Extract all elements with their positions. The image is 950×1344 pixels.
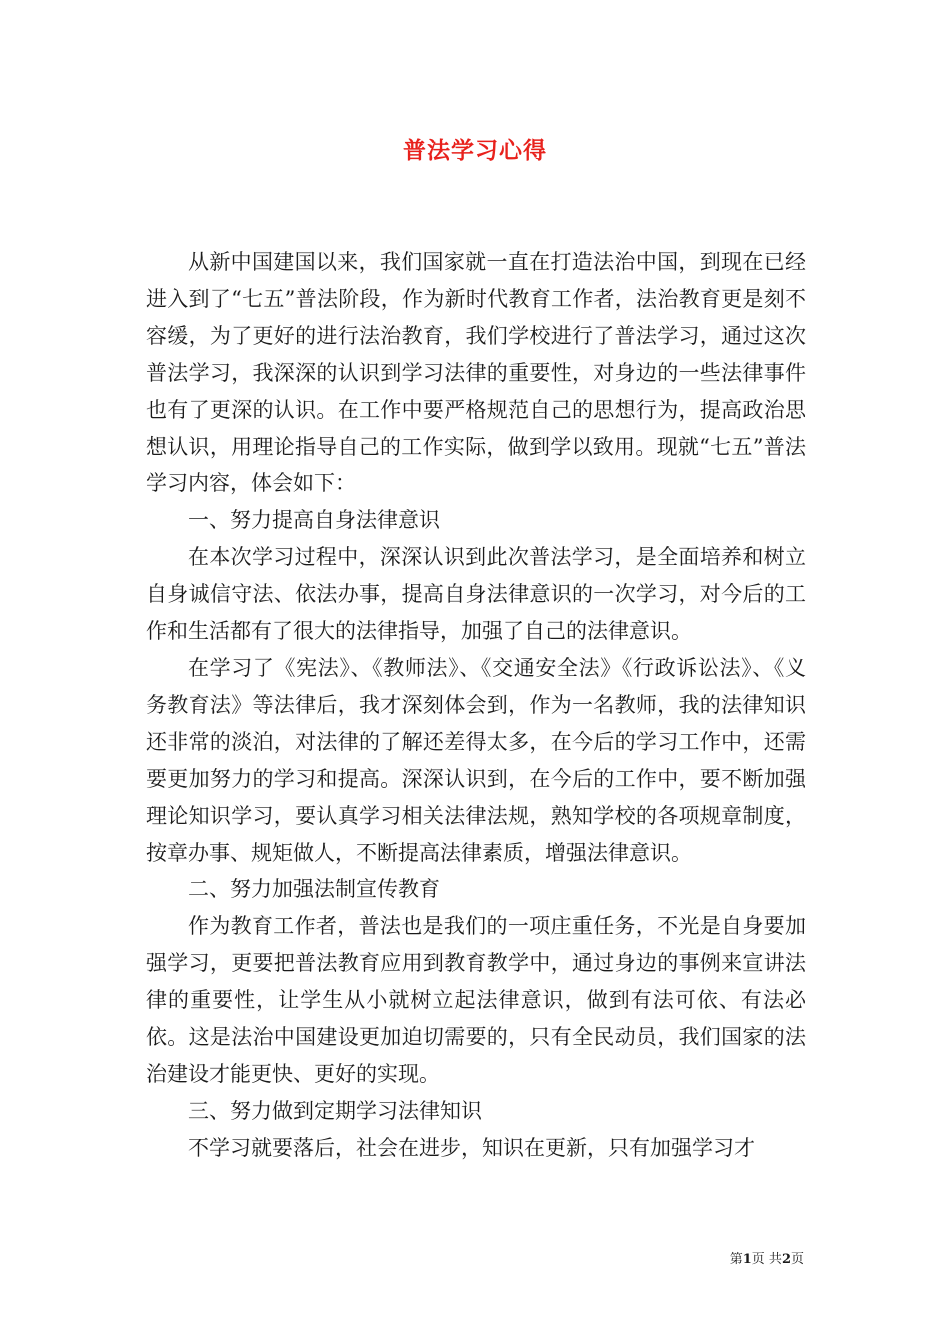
section-heading-1: 一、努力提高自身法律意识 [188,508,440,533]
footer-suffix: 页 [790,1252,804,1267]
paragraph-section-1a: 在本次学习过程中，深深认识到此次普法学习，是全面培养和树立自身诚信守法、依法办事，提高自身法律意识的一次学习，对今后的工作和生活都有了很大的法律指导，加强了自己的法律意识。 [146,545,806,644]
section-heading-2: 二、努力加强法制宣传教育 [188,877,440,902]
page-number-footer [730,1248,804,1267]
document-title: 普法学习心得 [403,137,547,164]
paragraph-section-1b: 在学习了《宪法》、《教师法》、《交通安全法》《行政诉讼法》、《义务教育法》等法律后，我才深刻体会到，作为一名教师，我的法律知识还非常的淡泊，对法律的了解还差得太多，在今后的学习工作中，还需要更加努力的学习和提高。深深认识到，在今后的工作中，要不断加强理论知识学习，要认真学习相关法律法规，熟知学校的各项规章制度，按章办事、规矩做人，不断提高法律素质，增强法律意识。 [146,655,806,865]
paragraph-section-2: 作为教育工作者，普法也是我们的一项庄重任务，不光是自身要加强学习，更要把普法教育应用到教育教学中，通过身边的事例来宣讲法律的重要性，让学生从小就树立起法律意识，做到有法可依、有法必依。这是法治中国建设更加迫切需要的，只有全民动员，我们国家的法治建设才能更快、更好的实现。 [146,914,806,1086]
section-heading-3: 三、努力做到定期学习法律知识 [188,1098,482,1123]
total-pages-number: 2 [781,1252,791,1267]
footer-middle: 页 共 [751,1252,782,1267]
footer-prefix: 第 [729,1252,743,1267]
paragraph-intro: 从新中国建国以来，我们国家就一直在打造法治中国，到现在已经进入到了“七五”普法阶段，作为新时代教育工作者，法治教育更是刻不容缓，为了更好的进行法治教育，我们学校进行了普法学习，通过这次普法学习，我深深的认识到学习法律的重要性，对身边的一些法律事件也有了更深的认识。在工作中要严格规范自己的思想行为，提高政治思想认识，用理论指导自己的工作实际，做到学以致用。现就“七五”普法学习内容，体会如下： [146,250,806,496]
current-page-number: 1 [742,1252,752,1267]
paragraph-section-3: 不学习就要落后，社会在进步，知识在更新，只有加强学习才 [188,1135,755,1160]
document-body [146,244,806,1167]
